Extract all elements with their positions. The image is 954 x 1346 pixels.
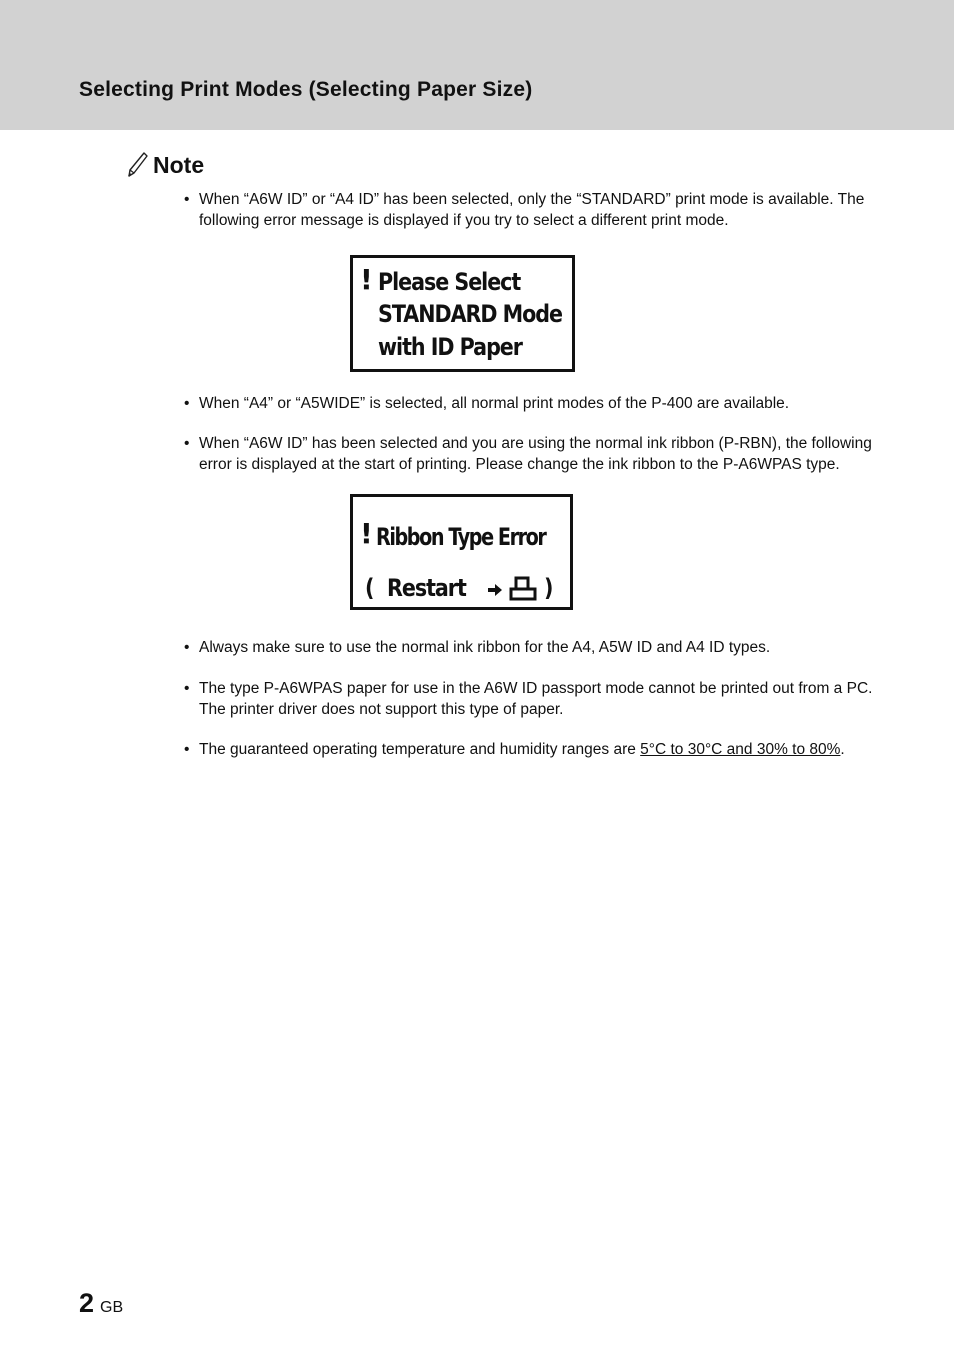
bullet-text: When “A4” or “A5WIDE” is selected, all normal print modes of the P-400 are available. (199, 395, 790, 412)
bullet-text: The type P-A6WPAS paper for use in the A6W ID passport mode cannot be printed out from a PC. The printer driver does not support this type of paper. (199, 680, 873, 718)
bullet-dot: • (184, 741, 190, 758)
bullet-item-3 (184, 433, 884, 475)
lcd-close-paren: ) (544, 574, 553, 602)
bullet-text: When “A6W ID” has been selected and you are using the normal ink ribbon (P-RBN), the following error is displayed at the start of printing. Please change the ink ribbon to the P-A6WPAS type. (199, 435, 872, 473)
bullet-dot: • (184, 680, 190, 697)
lcd-line-3: with ID Paper (378, 333, 522, 361)
lcd-line-1: Please Select (378, 268, 521, 296)
bullet-dot: • (184, 639, 190, 656)
bullet-text-suffix: . (840, 741, 845, 758)
lcd-restart-label: Restart (387, 574, 466, 602)
exclamation-icon: ! (360, 517, 373, 550)
right-arrow-icon (487, 582, 503, 598)
page-footer (79, 1288, 123, 1319)
exclamation-icon: ! (360, 263, 373, 296)
note-label: Note (153, 151, 205, 178)
temperature-humidity-range: 5°C to 30°C and 30% to 80% (640, 741, 841, 758)
bullet-item-4 (184, 637, 884, 658)
pencil-icon (126, 151, 148, 179)
bullet-item-1 (184, 189, 884, 231)
bullet-text: When “A6W ID” or “A4 ID” has been selected, only the “STANDARD” print mode is available. The following error message is displayed if you try to select a different print mode. (199, 191, 865, 229)
bullet-text: Always make sure to use the normal ink ribbon for the A4, A5W ID and A4 ID types. (199, 639, 771, 656)
page-language: GB (100, 1299, 124, 1316)
bullet-text-prefix: The guaranteed operating temperature and humidity ranges are (199, 741, 641, 758)
bullet-item-2 (184, 393, 884, 414)
print-button-icon (509, 576, 537, 602)
lcd-ribbon-error-message (350, 494, 573, 610)
bullet-dot: • (184, 395, 190, 412)
page-title: Selecting Print Modes (Selecting Paper Size) (79, 78, 533, 101)
bullet-item-5 (184, 678, 884, 720)
bullet-item-6 (184, 739, 884, 760)
lcd-open-paren: ( (365, 574, 374, 602)
header-band (0, 0, 954, 130)
bullet-text (199, 739, 884, 760)
bullet-dot: • (184, 435, 190, 452)
lcd-line-1: Ribbon Type Error (376, 523, 546, 551)
page-number: 2 (79, 1288, 95, 1318)
bullet-dot: • (184, 191, 190, 208)
lcd-standard-mode-message (350, 255, 575, 372)
lcd-line-2: STANDARD Mode (378, 300, 562, 328)
note-heading (126, 150, 204, 180)
